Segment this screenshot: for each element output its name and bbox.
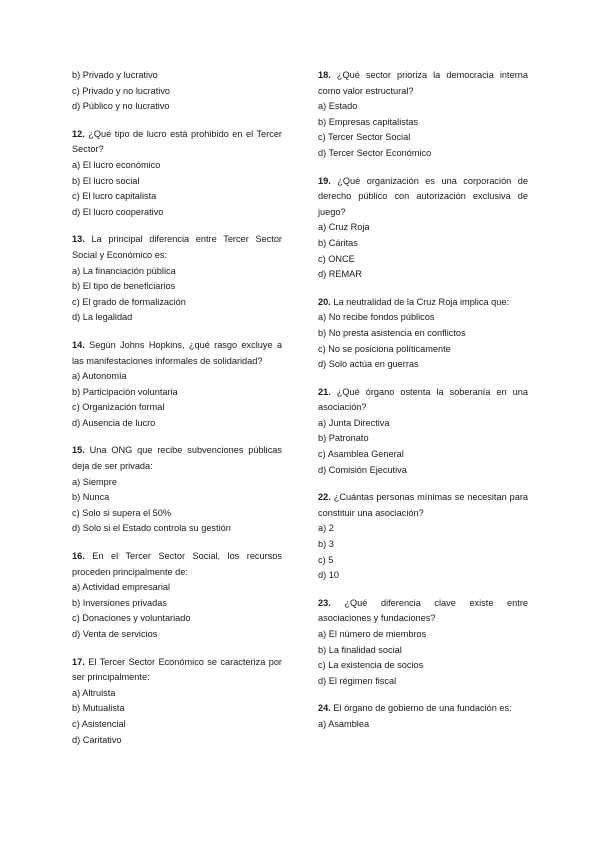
answer-option: a) Actividad empresarial	[72, 582, 171, 593]
question-text	[72, 549, 282, 580]
answer-option: b) Patronato	[318, 433, 369, 444]
question-text	[72, 127, 282, 158]
question-number: 19.	[318, 175, 331, 186]
question-statement: ¿Qué organización es una corporación de derecho público con autorización exclusiva de juego?	[318, 175, 528, 217]
question-text	[318, 295, 528, 311]
question-statement: ¿Qué tipo de lucro está prohibido en el Tercer Sector?	[72, 128, 282, 155]
question-text	[72, 655, 282, 686]
question-statement: El órgano de gobierno de una fundación es:	[333, 703, 512, 714]
answer-option: d) La legalidad	[72, 312, 133, 323]
answer-option: b) Empresas capitalistas	[318, 116, 419, 127]
question-statement: Una ONG que recibe subvenciones públicas deja de ser privada:	[72, 445, 282, 472]
answer-option: d) Comisión Ejecutiva	[318, 464, 407, 475]
answer-option: a) El lucro económico	[72, 159, 161, 170]
question-statement: La neutralidad de la Cruz Roja implica que:	[333, 296, 510, 307]
answer-option: d) Solo actúa en guerras	[318, 359, 419, 370]
answer-option: a) El número de miembros	[318, 629, 427, 639]
answer-option: a) Cruz Roja	[318, 222, 370, 233]
question-number: 17.	[72, 656, 85, 667]
answer-option: a) Autonomía	[72, 371, 127, 382]
answer-option: c) Organización formal	[72, 402, 165, 413]
answer-option: b) No presta asistencia en conflictos	[318, 327, 466, 338]
question-number: 13.	[72, 234, 85, 245]
answer-option: c) Asistencial	[72, 718, 126, 729]
question-text	[318, 68, 528, 99]
question-text	[318, 596, 528, 627]
question-statement: Según Johns Hopkins, ¿qué rasgo excluye a las manifestaciones informales de solidaridad?	[72, 339, 283, 366]
answer-option: a) No recibe fondos públicos	[318, 312, 435, 323]
answer-option: d) Tercer Sector Económico	[318, 147, 432, 158]
answer-option: c) La existencia de socios	[318, 660, 424, 671]
answer-option: d) Caritativo	[72, 734, 122, 745]
question-statement: El Tercer Sector Económico se caracteriza por ser principalmente:	[72, 656, 282, 683]
answer-option: c) Tercer Sector Social	[318, 132, 411, 143]
answer-option: d) 10	[318, 570, 339, 581]
question-block	[72, 443, 282, 537]
question-list	[318, 68, 528, 733]
question-text	[318, 174, 528, 221]
answer-option: a) Siempre	[72, 476, 117, 487]
left-column	[72, 68, 282, 760]
question-statement: En el Tercer Sector Social, los recursos proceden principalmente de:	[72, 551, 282, 577]
question-block	[318, 490, 528, 584]
question-text	[318, 385, 528, 416]
question-block	[72, 232, 282, 326]
answer-option: a) 2	[318, 523, 334, 534]
question-block	[72, 549, 282, 643]
answer-option: c) No se posiciona políticamente	[318, 343, 451, 354]
question-statement: ¿Cuántas personas mínimas se necesitan para constituir una asociación?	[318, 492, 528, 518]
answer-option: c) Donaciones y voluntariado	[72, 613, 191, 624]
question-block	[318, 596, 528, 690]
question-block	[318, 385, 528, 479]
answer-option: c) El grado de formalización	[72, 296, 186, 307]
answer-option: b) Privado y lucrativo	[72, 70, 158, 80]
question-number: 24.	[318, 703, 331, 714]
question-number: 22.	[318, 492, 331, 503]
answer-option: d) Ausencia de lucro	[72, 417, 156, 428]
answer-option: b) El lucro social	[72, 175, 140, 186]
question-statement: ¿Qué sector prioriza la democracia interna como valor estructural?	[318, 70, 528, 96]
question-number: 20.	[318, 296, 331, 307]
question-number: 21.	[318, 386, 331, 397]
answer-option: d) Venta de servicios	[72, 629, 158, 639]
question-number: 12.	[72, 128, 85, 139]
answer-option: b) Mutualista	[72, 703, 125, 714]
answer-option: d) Solo si el Estado controla su gestión	[72, 523, 231, 534]
question-statement: La principal diferencia entre Tercer Sector Social y Económico es:	[72, 234, 282, 260]
answer-option: a) La financiación pública	[72, 265, 176, 276]
answer-option: d) REMAR	[318, 269, 362, 280]
answer-option: c) 5	[318, 554, 334, 565]
answer-option: b) La finalidad social	[318, 644, 402, 655]
question-list	[72, 127, 282, 748]
question-text	[72, 338, 282, 369]
answer-option: b) Participación voluntaria	[72, 386, 178, 397]
leading-options	[72, 68, 282, 115]
question-number: 15.	[72, 445, 85, 456]
answer-option: a) Estado	[318, 101, 358, 112]
answer-option: d) Público y no lucrativo	[72, 101, 170, 112]
answer-option: d) El régimen fiscal	[318, 675, 397, 686]
answer-option: d) El lucro cooperativo	[72, 206, 164, 217]
right-column	[318, 68, 528, 745]
question-statement: ¿Qué órgano ostenta la soberanía en una asociación?	[318, 386, 528, 413]
answer-option: b) Inversiones privadas	[72, 597, 167, 608]
answer-option: c) Solo si supera el 50%	[72, 507, 172, 518]
answer-option: c) Asamblea General	[318, 449, 404, 460]
question-number: 16.	[72, 551, 85, 562]
answer-option: c) El lucro capitalista	[72, 191, 157, 202]
question-number: 14.	[72, 339, 85, 350]
question-statement: ¿Qué diferencia clave existe entre asociaciones y fundaciones?	[318, 597, 528, 624]
answer-option: a) Junta Directiva	[318, 417, 390, 428]
question-block	[318, 701, 528, 732]
question-text	[318, 490, 528, 521]
question-text	[318, 701, 528, 717]
question-block	[318, 68, 528, 162]
answer-option: a) Altruista	[72, 687, 116, 698]
question-text	[72, 443, 282, 474]
answer-option: b) 3	[318, 539, 334, 550]
answer-option: b) Cáritas	[318, 237, 358, 248]
question-block	[72, 338, 282, 432]
answer-option: b) El tipo de beneficiarios	[72, 281, 176, 292]
question-block	[72, 127, 282, 221]
question-number: 23.	[318, 597, 331, 608]
question-number: 18.	[318, 70, 331, 80]
answer-option: c) Privado y no lucrativo	[72, 85, 171, 96]
question-text	[72, 232, 282, 263]
answer-option: a) Asamblea	[318, 718, 370, 729]
answer-option: b) Nunca	[72, 492, 110, 503]
question-block	[318, 295, 528, 373]
question-block	[318, 174, 528, 283]
question-block	[72, 655, 282, 749]
answer-option: c) ONCE	[318, 253, 355, 264]
